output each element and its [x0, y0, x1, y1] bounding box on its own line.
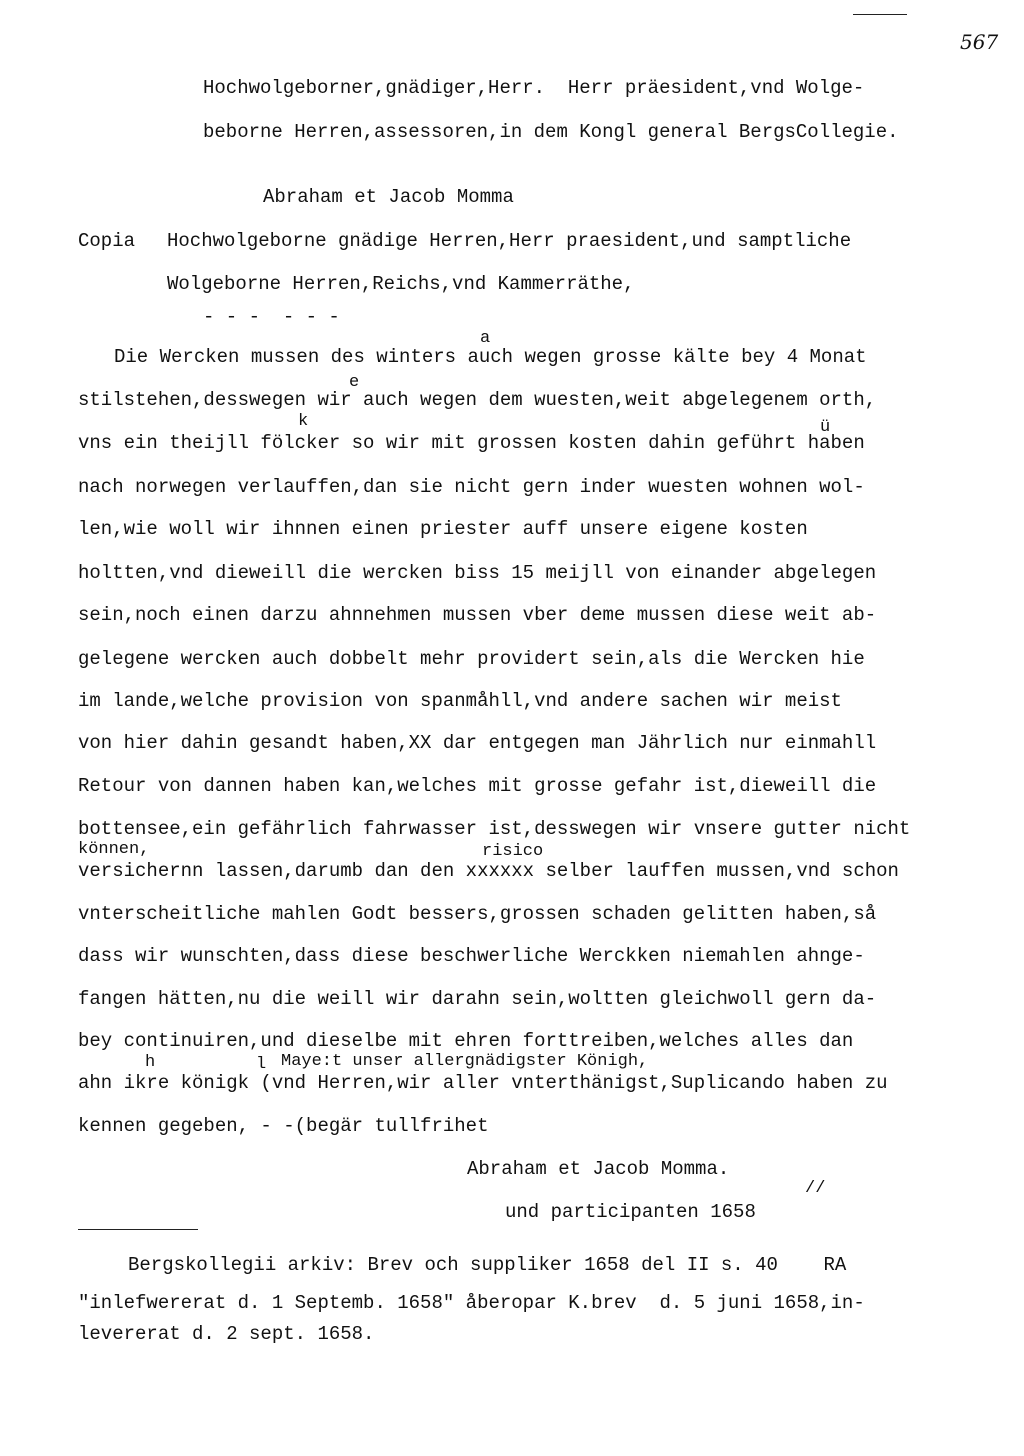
- interlinear-mayest: Maye:t unser allergnädigster Königh,: [281, 1052, 649, 1071]
- signature-mark: //: [805, 1179, 826, 1198]
- body-line-13: versichernn lassen,darumb dan den xxxxxx selber lauffen mussen,vnd schon: [78, 860, 899, 882]
- interlinear-a: a: [480, 329, 491, 348]
- footnote-rule: [78, 1229, 198, 1230]
- body-line-10: von hier dahin gesandt haben,XX dar entgegen man Jährlich nur einmahll: [78, 732, 877, 754]
- body-line-11: Retour von dannen haben kan,welches mit grosse gefahr ist,dieweill die: [78, 775, 877, 797]
- interlinear-risico: risico: [482, 842, 544, 861]
- top-rule: [853, 14, 907, 15]
- body-line-16: fangen hätten,nu die weill wir darahn sein,woltten gleichwoll gern da-: [78, 988, 877, 1010]
- body-line-7: sein,noch einen darzu ahnnehmen mussen vber deme mussen diese weit ab-: [78, 604, 877, 626]
- body-line-18: ahn ikre königk (vnd Herren,wir aller vnterthänigst,Suplicando haben zu: [78, 1072, 888, 1094]
- header-line-1: Hochwolgeborner,gnädiger,Herr. Herr präesident,vnd Wolge-: [203, 77, 865, 99]
- body-line-2: stilstehen,desswegen wir auch wegen dem wuesten,weit abgelegenem orth,: [78, 389, 877, 411]
- footnote-line-1: Bergskollegii arkiv: Brev och suppliker 1658 del II s. 40 RA: [128, 1254, 847, 1276]
- interlinear-h: h: [145, 1053, 156, 1072]
- footnote-line-2: "inlefwererat d. 1 Septemb. 1658" åberopar K.brev d. 5 juni 1658,in-: [78, 1292, 865, 1314]
- body-line-1: Die Wercken mussen des winters auch wegen grosse kälte bey 4 Monat: [114, 346, 867, 368]
- interlinear-e: e: [349, 373, 360, 392]
- body-line-6: holtten,vnd dieweill die wercken biss 15 meijll von einander abgelegen: [78, 562, 877, 584]
- body-line-14: vnterscheitliche mahlen Godt bessers,grossen schaden gelitten haben,så: [78, 903, 877, 925]
- body-line-8: gelegene wercken auch dobbelt mehr providert sein,als die Wercken hie: [78, 648, 865, 670]
- body-line-17: bey continuiren,und dieselbe mit ehren forttreiben,welches alles dan: [78, 1030, 854, 1052]
- body-line-19: kennen gegeben, - -(begär tullfrihet: [78, 1115, 489, 1137]
- copia-label: Copia: [78, 230, 136, 252]
- interlinear-k: k: [298, 412, 309, 431]
- body-line-5: len,wie woll wir ihnnen einen priester auff unsere eigene kosten: [78, 518, 808, 540]
- body-line-12: bottensee,ein gefährlich fahrwasser ist,desswegen wir vnsere gutter nicht: [78, 818, 911, 840]
- address-dashes: - - - - - -: [203, 306, 340, 328]
- interlinear-l: l: [256, 1055, 267, 1074]
- header-line-2: beborne Herren,assessoren,in dem Kongl general BergsCollegie.: [203, 121, 899, 143]
- authors-line: Abraham et Jacob Momma: [263, 186, 514, 208]
- address-line-1: Hochwolgeborne gnädige Herren,Herr praesident,und samptliche: [167, 230, 852, 252]
- body-line-4: nach norwegen verlauffen,dan sie nicht gern inder wuesten wohnen wol-: [78, 476, 865, 498]
- signature-line-2: und participanten 1658: [505, 1201, 756, 1223]
- interlinear-konnen: können,: [78, 840, 150, 859]
- signature-line-1: Abraham et Jacob Momma.: [467, 1158, 730, 1180]
- body-line-15: dass wir wunschten,dass diese beschwerliche Werckken niemahlen ahnge-: [78, 945, 865, 967]
- body-line-9: im lande,welche provision von spanmåhll,vnd andere sachen wir meist: [78, 690, 842, 712]
- footnote-line-3: levererat d. 2 sept. 1658.: [78, 1323, 375, 1345]
- address-line-2: Wolgeborne Herren,Reichs,vnd Kammerräthe,: [167, 273, 635, 295]
- interlinear-u: ü: [820, 418, 831, 437]
- page-number: 567: [960, 30, 999, 54]
- body-line-3: vns ein theijll fölcker so wir mit grossen kosten dahin geführt haben: [78, 432, 865, 454]
